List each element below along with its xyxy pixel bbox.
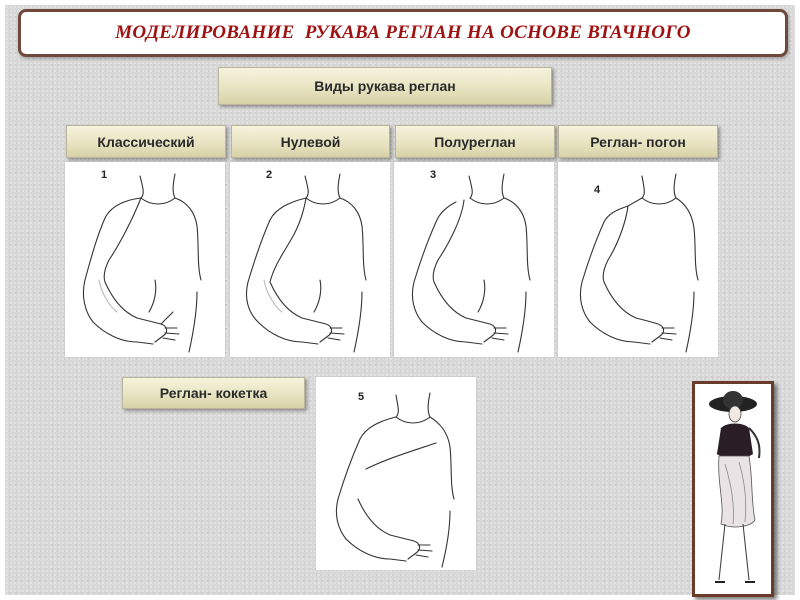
sketch-number: 3 — [430, 169, 437, 181]
sleeve-sketch-icon — [316, 377, 476, 570]
sleeve-sketch-icon — [230, 162, 390, 357]
slide-background — [5, 5, 795, 595]
sketch-panel-1 — [65, 162, 225, 357]
type-label-zero: Нулевой — [231, 125, 390, 158]
sketch-panel-4 — [558, 162, 718, 357]
title-banner — [18, 9, 788, 57]
subtitle-label: Виды рукава реглан — [218, 67, 552, 105]
type-label-epaulet: Реглан- погон — [558, 125, 718, 158]
type-label-yoke: Реглан- кокетка — [122, 377, 305, 409]
fashion-illustration-frame — [692, 381, 774, 597]
slide-title: МОДЕЛИРОВАНИЕ РУКАВА РЕГЛАН НА ОСНОВЕ ВТАЧНОГО — [115, 22, 691, 43]
fashion-illustration-icon — [695, 384, 771, 594]
sleeve-sketch-icon — [394, 162, 554, 357]
sketch-panel-5 — [316, 377, 476, 570]
sketch-panel-2 — [230, 162, 390, 357]
sketch-number: 5 — [358, 391, 365, 403]
sleeve-sketch-icon — [65, 162, 225, 357]
sleeve-sketch-icon — [558, 162, 718, 357]
type-label-classic: Классический — [66, 125, 226, 158]
sketch-panel-3 — [394, 162, 554, 357]
sketch-number: 2 — [266, 169, 273, 181]
sketch-number: 1 — [101, 169, 108, 181]
sketch-number: 4 — [594, 184, 601, 196]
type-label-semi: Полуреглан — [395, 125, 555, 158]
